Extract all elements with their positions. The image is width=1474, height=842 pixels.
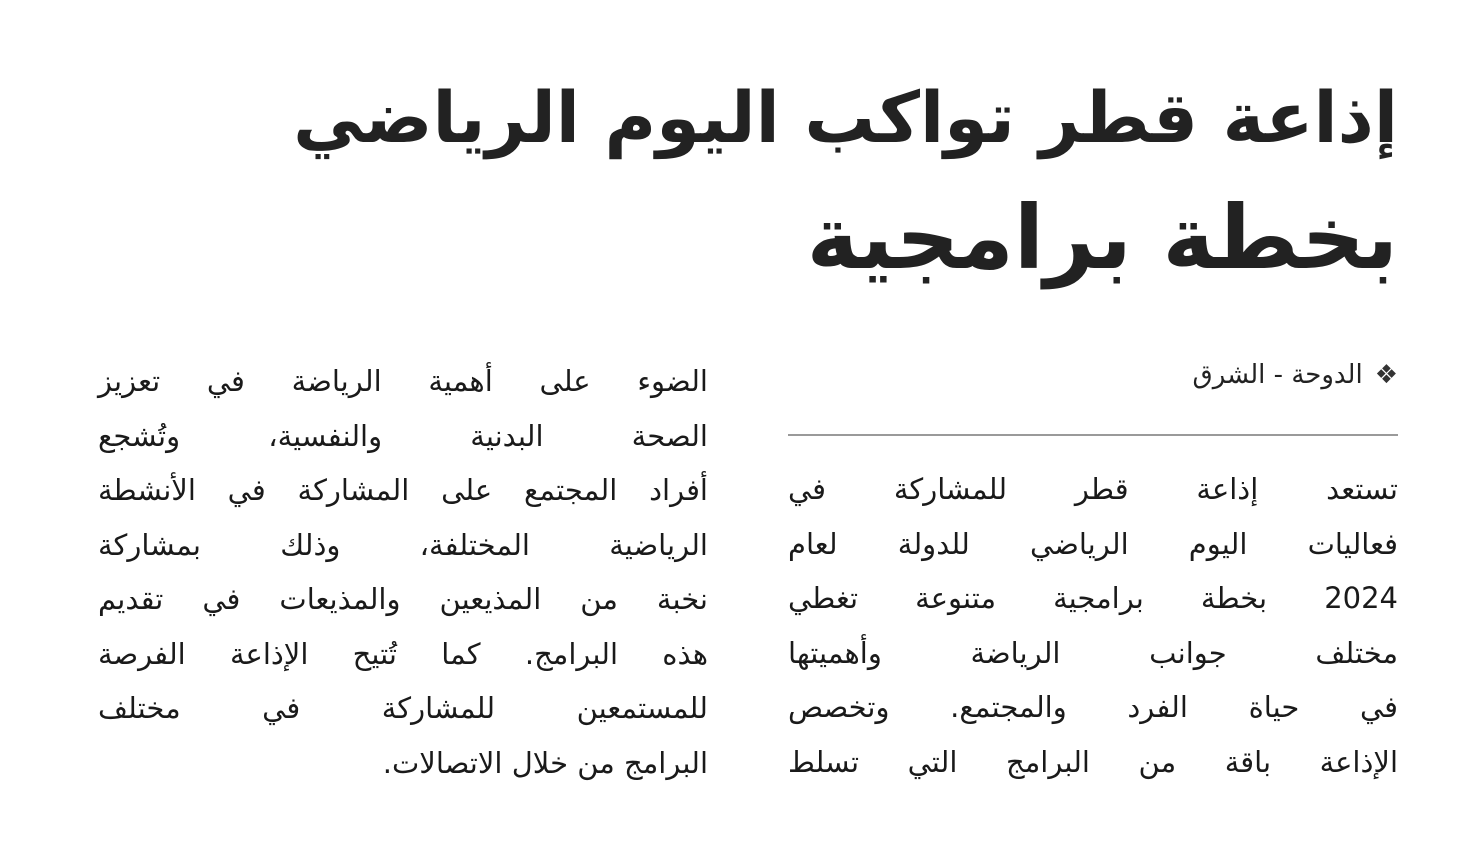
headline-line-1: إذاعة قطر تواكب اليوم الرياضي <box>293 77 1398 159</box>
article-line: البرامج من خلال الاتصالات. <box>382 745 708 780</box>
headline <box>288 58 1398 298</box>
article-column-right <box>788 462 1398 789</box>
headline-line-2: بخطة برامجية <box>806 186 1398 289</box>
article-line: نخبة من المذيعين والمذيعات في تقديم <box>98 582 708 616</box>
byline-text: الدوحة - الشرق <box>1192 360 1363 390</box>
byline <box>788 360 1398 390</box>
article-line: أفراد المجتمع على المشاركة في الأنشطة <box>98 473 708 507</box>
article-line: 2024 بخطة برامجية متنوعة تغطي <box>788 581 1398 615</box>
article-line: الضوء على أهمية الرياضة في تعزيز <box>98 364 708 398</box>
article-line: تستعد إذاعة قطر للمشاركة في <box>788 472 1398 506</box>
article-line: الرياضية المختلفة، وذلك بمشاركة <box>98 527 708 562</box>
article-line: هذه البرامج. كما تُتيح الإذاعة الفرصة <box>98 636 708 671</box>
article-line: الإذاعة باقة من البرامج التي تسلط <box>788 744 1398 779</box>
diamond-bullet-icon: ❖ <box>1374 360 1398 390</box>
article-line: الصحة البدنية والنفسية، وتُشجع <box>98 418 708 453</box>
byline-divider <box>788 434 1398 436</box>
article-line: مختلف جوانب الرياضة وأهميتها <box>788 635 1398 670</box>
article-line: للمستمعين للمشاركة في مختلف <box>98 691 708 725</box>
article-line: فعاليات اليوم الرياضي للدولة لعام <box>788 526 1398 561</box>
article-column-left <box>98 354 708 790</box>
article-line: في حياة الفرد والمجتمع. وتخصص <box>788 690 1398 724</box>
